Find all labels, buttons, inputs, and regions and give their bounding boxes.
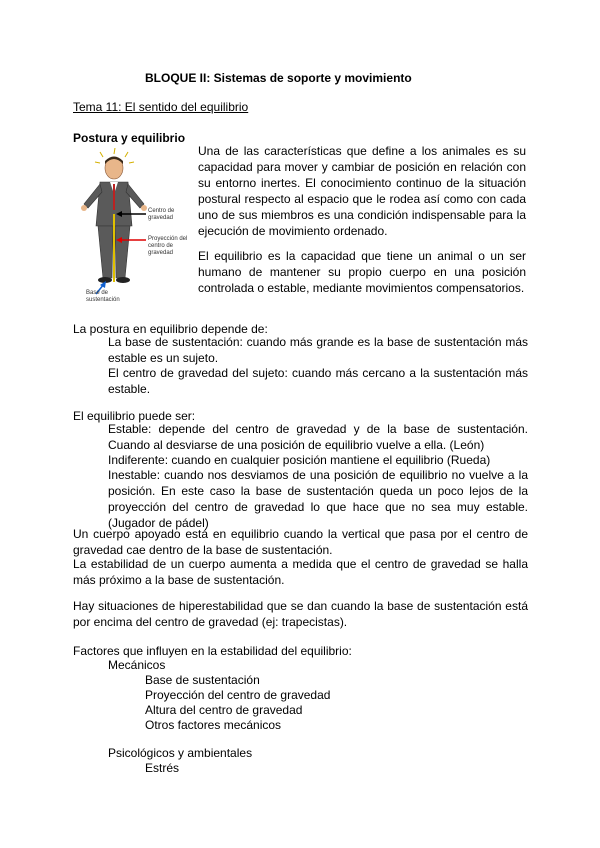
figure-label-center-of-gravity: Centro de gravedad xyxy=(148,208,175,221)
posture-figure xyxy=(70,148,192,306)
factor-mecanico-item: Base de sustentación xyxy=(145,673,260,687)
man-figure-illustration xyxy=(70,148,192,306)
paragraph-cuerpo-apoyado: Un cuerpo apoyado está en equilibrio cuando la vertical que pasa por el centro de gravedad cae dentro de la base de sustentación. xyxy=(73,527,528,557)
factores-intro: Factores que influyen en la estabilidad del equilibrio: xyxy=(73,644,352,658)
topic-title: Tema 11: El sentido del equilibrio xyxy=(73,100,249,114)
figure-label-base: Base de sustentación xyxy=(86,290,120,303)
intro-paragraph-2: El equilibrio es la capacidad que tiene un animal o un ser humano de mantener su propio cuerpo en una posición controlada o estable, mediante movimientos compensatorios. xyxy=(198,249,526,295)
factor-mecanico-item: Proyección del centro de gravedad xyxy=(145,688,331,702)
postura-item-centro: El centro de gravedad del sujeto: cuando más cercano a la sustentación más estable. xyxy=(108,366,528,396)
figure-label-projection: Proyección del centro de gravedad xyxy=(148,236,188,256)
tipos-intro: El equilibrio puede ser: xyxy=(73,409,196,423)
paragraph-estabilidad: La estabilidad de un cuerpo aumenta a medida que el centro de gravedad se halla más próximo a la base de sustentación. xyxy=(73,557,528,587)
intro-paragraph-1: Una de las características que define a los animales es su capacidad para mover y cambiar de posición en relación con su entorno inertes. El conocimiento continuo de la situación postural respecto al espacio que le rodea así como con cada uno de sus miembros es una condición indispensable para la ejecución de movimiento ordenado. xyxy=(198,144,526,238)
postura-item-base: La base de sustentación: cuando más grande es la base de sustentación más estable es un sujeto. xyxy=(108,335,528,365)
tipo-indiferente: Indiferente: cuando en cualquier posición mantiene el equilibrio (Rueda) xyxy=(108,453,491,467)
factor-mecanico-item: Otros factores mecánicos xyxy=(145,718,282,732)
factor-mecanico-item: Altura del centro de gravedad xyxy=(145,703,303,717)
tipo-estable: Estable: depende del centro de gravedad y de la base de sustentación. Cuando al desviarse de una posición de equilibrio vuelve a ella. (León) xyxy=(108,422,528,452)
factores-psico-label: Psicológicos y ambientales xyxy=(108,746,253,760)
postura-intro: La postura en equilibrio depende de: xyxy=(73,322,268,336)
block-title: BLOQUE II: Sistemas de soporte y movimiento xyxy=(145,71,412,85)
section-heading: Postura y equilibrio xyxy=(73,131,186,145)
paragraph-hiperestabilidad: Hay situaciones de hiperestabilidad que se dan cuando la base de sustentación está por encima del centro de gravedad (ej: trapecistas). xyxy=(73,599,528,629)
factor-psico-item: Estrés xyxy=(145,761,180,775)
tipo-inestable: Inestable: cuando nos desviamos de una posición de equilibrio no vuelve a la posición. En este caso la base de sustentación queda un poco lejos de la proyección del centro de gravedad lo que hace que no sea muy estable. (Jugador de pádel) xyxy=(108,468,528,530)
factores-mecanicos-label: Mecánicos xyxy=(108,658,166,672)
